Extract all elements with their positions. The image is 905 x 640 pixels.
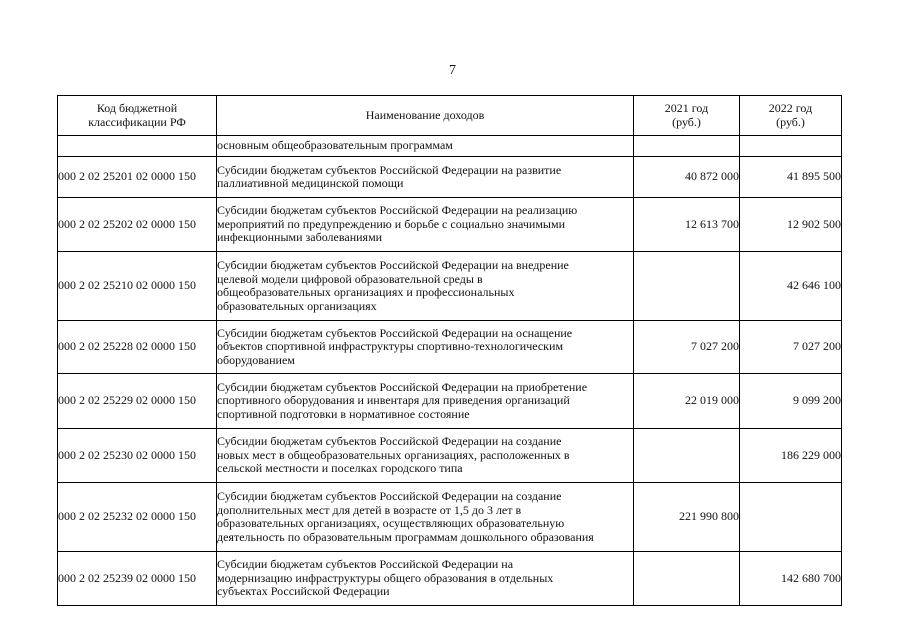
revenue-name-line: паллиативной медицинской помощи (217, 176, 404, 190)
header-2022-line: 2022 год (768, 101, 813, 115)
header-year-2021 (634, 96, 740, 136)
budget-code-cell: 000 2 02 25229 02 0000 150 (58, 374, 217, 429)
budget-code-cell: 000 2 02 25239 02 0000 150 (58, 552, 217, 606)
header-name-line: Наименование доходов (365, 107, 485, 122)
table-row (58, 552, 842, 606)
header-year-2022 (740, 96, 842, 136)
amount-2022-cell: 12 902 500 (740, 198, 842, 252)
table-row (58, 157, 842, 198)
revenue-name-line: спортивного оборудования и инвентаря для приведения организаций (217, 393, 570, 408)
header-2021-line: 2021 год (664, 101, 709, 115)
revenue-name-line: Субсидии бюджетам субъектов Российской Федерации на оснащение (217, 325, 573, 340)
amount-2022-cell: 186 229 000 (740, 429, 842, 483)
revenue-name-cell (217, 321, 634, 374)
revenue-name-line: Субсидии бюджетам субъектов Российской Федерации на создание (217, 434, 562, 449)
amount-2021-cell: 7 027 200 (634, 321, 740, 374)
revenue-name-cell (217, 252, 634, 321)
header-2022-line: (руб.) (776, 114, 805, 129)
amount-2021-cell: 12 613 700 (634, 198, 740, 252)
revenue-name-line: инфекционными заболеваниями (217, 230, 383, 245)
header-code (58, 96, 217, 136)
budget-code-cell: 000 2 02 25230 02 0000 150 (58, 429, 217, 483)
amount-2022-cell: 41 895 500 (740, 157, 842, 198)
revenue-name-line: объектов спортивной инфраструктуры спортивно-технологическим (217, 339, 564, 354)
header-code-line: Код бюджетной (96, 101, 178, 115)
revenue-name-cell (217, 552, 634, 606)
budget-code-cell: 000 2 02 25210 02 0000 150 (58, 252, 217, 321)
table-row (58, 321, 842, 374)
revenue-name-line: спортивной подготовки в нормативное состояние (217, 406, 470, 421)
amount-2022-cell: 9 099 200 (740, 374, 842, 429)
budget-code-cell (58, 136, 217, 157)
amount-2021-cell: 22 019 000 (634, 374, 740, 429)
revenue-name-line: образовательных организациях (217, 298, 377, 313)
revenue-name-line: целевой модели цифровой образовательной среды в (217, 271, 483, 286)
revenue-name-line: субъектах Российской Федерации (217, 584, 390, 599)
revenue-name-line: общеобразовательных организациях и профессиональных (217, 285, 515, 299)
amount-2022-cell: 7 027 200 (740, 321, 842, 374)
revenue-name-cell (217, 483, 634, 552)
table-row (58, 483, 842, 552)
table-row (58, 429, 842, 483)
table-row (58, 374, 842, 429)
revenue-name-line: Субсидии бюджетам субъектов Российской Федерации на (217, 557, 514, 572)
amount-2022-cell (740, 136, 842, 157)
revenue-name-line: оборудованием (217, 352, 295, 367)
header-name (217, 96, 634, 136)
budget-code-cell: 000 2 02 25201 02 0000 150 (58, 157, 217, 198)
revenue-name-line: Субсидии бюджетам субъектов Российской Федерации на создание (217, 489, 562, 503)
revenue-table (57, 95, 842, 606)
budget-code-cell: 000 2 02 25202 02 0000 150 (58, 198, 217, 252)
amount-2021-cell (634, 552, 740, 606)
header-2021-line: (руб.) (672, 114, 701, 129)
revenue-name-cell (217, 136, 634, 157)
budget-code-cell: 000 2 02 25228 02 0000 150 (58, 321, 217, 374)
revenue-name-line: деятельность по образовательным программам дошкольного образования (217, 529, 594, 544)
revenue-name-line: сельской местности и поселках городского типа (217, 461, 463, 476)
revenue-name-cell (217, 429, 634, 483)
revenue-name-line: основным общеобразовательным программам (217, 138, 453, 153)
page-number: 7 (449, 63, 456, 78)
revenue-name-line: мероприятий по предупреждению и борьбе с социально значимыми (217, 216, 565, 231)
revenue-name-cell (217, 157, 634, 198)
amount-2021-cell (634, 252, 740, 321)
amount-2022-cell: 42 646 100 (740, 252, 842, 321)
revenue-name-cell (217, 374, 634, 429)
amount-2021-cell (634, 136, 740, 157)
revenue-name-line: модернизацию инфраструктуры общего образования в отдельных (217, 570, 554, 585)
revenue-name-line: Субсидии бюджетам субъектов Российской Федерации на развитие (217, 162, 562, 177)
revenue-name-line: Субсидии бюджетам субъектов Российской Федерации на реализацию (217, 203, 578, 218)
table-header (58, 96, 842, 136)
table-body (58, 136, 842, 606)
amount-2021-cell: 221 990 800 (634, 483, 740, 552)
table-row (58, 252, 842, 321)
revenue-name-line: Субсидии бюджетам субъектов Российской Федерации на приобретение (217, 379, 588, 394)
amount-2022-cell (740, 483, 842, 552)
revenue-name-line: новых мест в общеобразовательных организациях, расположенных в (217, 447, 570, 462)
amount-2021-cell (634, 429, 740, 483)
revenue-name-line: дополнительных мест для детей в возрасте от 1,5 до 3 лет в (217, 502, 522, 517)
table-row (58, 136, 842, 157)
revenue-name-line: образовательных организациях, осуществляющих образовательную (217, 516, 565, 530)
amount-2022-cell: 142 680 700 (740, 552, 842, 606)
revenue-name-line: Субсидии бюджетам субъектов Российской Федерации на внедрение (217, 258, 569, 272)
amount-2021-cell: 40 872 000 (634, 157, 740, 198)
header-row (58, 96, 842, 136)
budget-code-cell: 000 2 02 25232 02 0000 150 (58, 483, 217, 552)
header-code-line: классификации РФ (88, 114, 186, 129)
revenue-name-cell (217, 198, 634, 252)
table-row (58, 198, 842, 252)
